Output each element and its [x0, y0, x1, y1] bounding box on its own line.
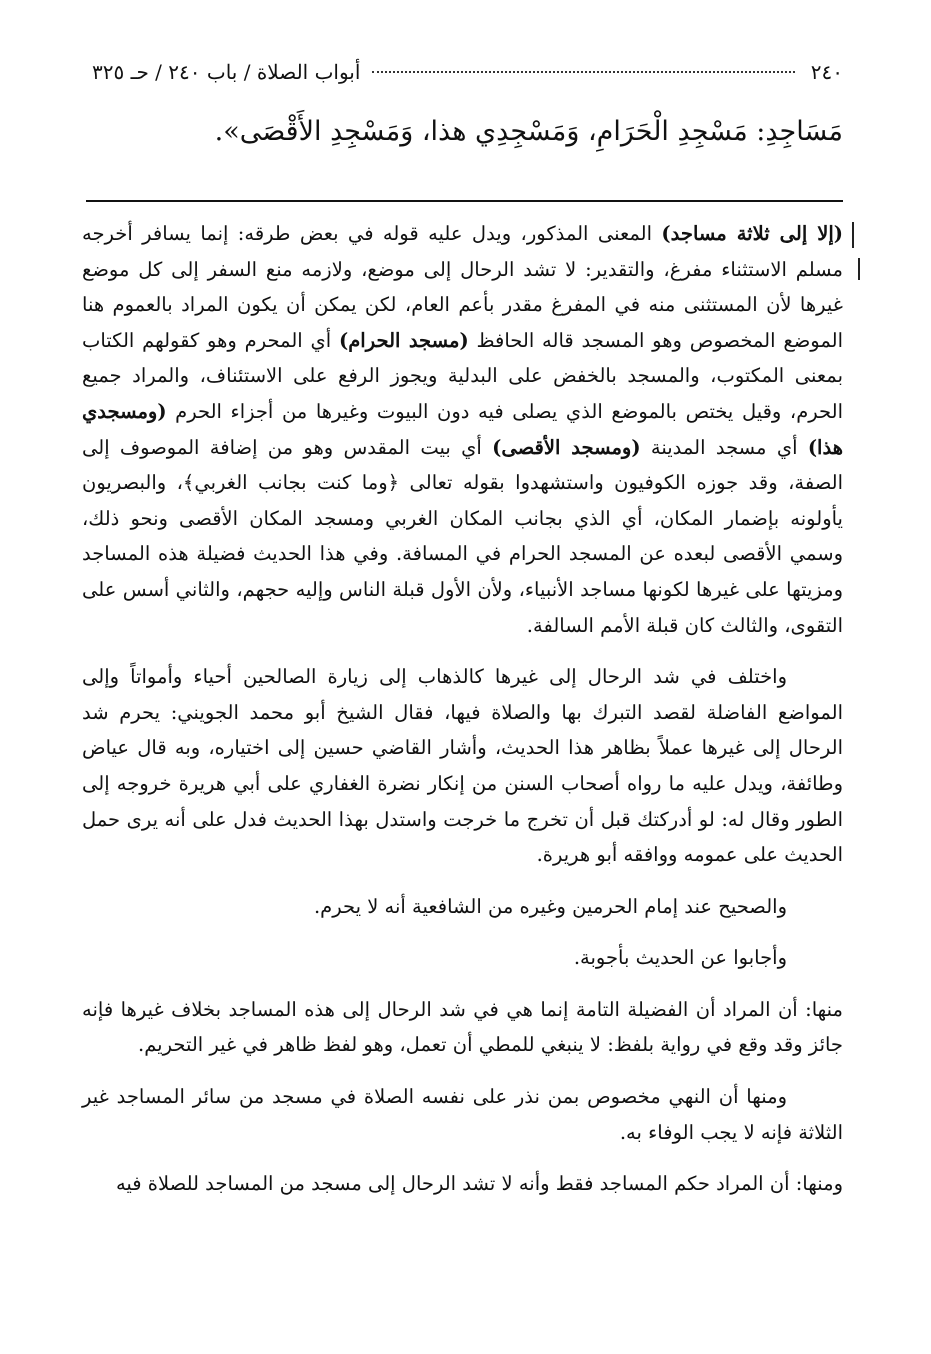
- margin-mark: [852, 222, 854, 248]
- commentary-paragraph: ومنها أن النهي مخصوص بمن نذر على نفسه الصلاة في مسجد من سائر المساجد غير الثلاثة فإنه لا يجب الوفاء به.: [82, 1085, 843, 1144]
- paragraph-text: أي بيت المقدس وهو من إضافة الموصوف إلى الصفة، وقد جوزه الكوفيون واستشهدوا بقوله تعالى ﴿وما كنت بجانب الغربي﴾، والبصريون يأولونه بإضمار المكان، أي الذي بجانب المكان الغربي ومسجد المكان الأقصى ونحو ذلك، وسمي الأقصى لبعده عن المسجد الحرام في المسافة. وفي هذا الحديث فضيلة هذه المساجد ومزيتها على غيرها لكونها مساجد الأنبياء، ولأن الأول قبلة الناس وإليه حجهم، والثاني أسس على التقوى، والثالث كان قبلة الأمم السالفة.: [82, 435, 843, 637]
- bold-term: (ومسجدي هذا): [82, 399, 843, 459]
- bold-term: (إلا إلى ثلاثة مساجد): [661, 222, 843, 245]
- hadith-text: مَسَاجِدِ: مَسْجِدِ الْحَرَامِ، وَمَسْجِدِي هذا، وَمَسْجِدِ الأَقْصَى».: [214, 116, 843, 147]
- paragraph-text: المعنى المذكور، ويدل عليه قوله في بعض طرقه: إنما يسافر أخرجه مسلم الاستثناء مفرغ، والتقدير: لا تشد الرحال إلى موضع، ولازمه منع السفر إلى كل موضع غيرها لأن المستثنى منه في المفرغ مقدر بأعم العام، لكن يمكن أن يكون المراد بالعموم هنا الموضع المخصوص وهو المسجد قاله الحافظ: [82, 222, 843, 352]
- commentary-body: [82, 216, 843, 1218]
- commentary-paragraph: منها: أن المراد أن الفضيلة التامة إنما هي في شد الرحال إلى هذه المساجد بخلاف غيرها فإنه جائز وقد وقع في رواية بلفظ: لا ينبغي للمطي أن تعمل، وهو لفظ ظاهر في غير التحريم.: [82, 997, 843, 1057]
- commentary-paragraph: وأجابوا عن الحديث بأجوبة.: [573, 946, 787, 970]
- commentary-paragraph: ومنها: أن المراد حكم المساجد فقط وأنه لا تشد الرحال إلى مسجد من المساجد للصلاة فيه: [115, 1172, 843, 1196]
- page-number: ٢٤٠: [810, 60, 843, 84]
- chapter-reference: أبواب الصلاة / باب ٢٤٠ / حـ ٣٢٥: [92, 60, 361, 84]
- separator-rule: [86, 200, 843, 202]
- running-header: [92, 60, 843, 90]
- commentary-paragraph: واختلف في شد الرحال إلى غيرها كالذهاب إلى زيارة الصالحين أحياء وأمواتاً وإلى المواضع الفاضلة لقصد التبرك بها والصلاة فيها، فقال الشيخ أبو محمد الجويني: يحرم شد الرحال إلى غيرها عملاً بظاهر هذا الحديث، وأشار القاضي حسين إلى اختياره، وبه قال عياض وطائفة، ويدل عليه ما رواه أصحاب السنن من إنكار نضرة الغفاري على أبي هريرة خروجه إلى الطور وقال له: لو أدركتك قبل أن تخرج ما خرجت واستدل بهذا الحديث فدل على أنه يرى حمل الحديث على عمومه ووافقه أبو هريرة.: [82, 665, 843, 867]
- bold-term: (ومسجد الأقصى): [492, 435, 641, 459]
- bold-term: (مسجد الحرام): [339, 328, 469, 352]
- margin-mark: [858, 258, 860, 280]
- commentary-paragraph: والصحيح عند إمام الحرمين وغيره من الشافعية أنه لا يحرم.: [313, 894, 787, 918]
- commentary-paragraph: [82, 216, 843, 643]
- header-dot-leader: [372, 70, 794, 73]
- paragraph-text: أي مسجد المدينة: [640, 435, 808, 459]
- paragraph-text: أي المحرم وهو كقولهم الكتاب بمعنى المكتوب، والمسجد بالخفض على البدلية ويجوز الرفع على الاستئناف، والمراد جميع الحرم، وقيل يختص بالموضع الذي يصلى فيه دون البيوت وغيرها من أجزاء الحرم: [82, 328, 843, 423]
